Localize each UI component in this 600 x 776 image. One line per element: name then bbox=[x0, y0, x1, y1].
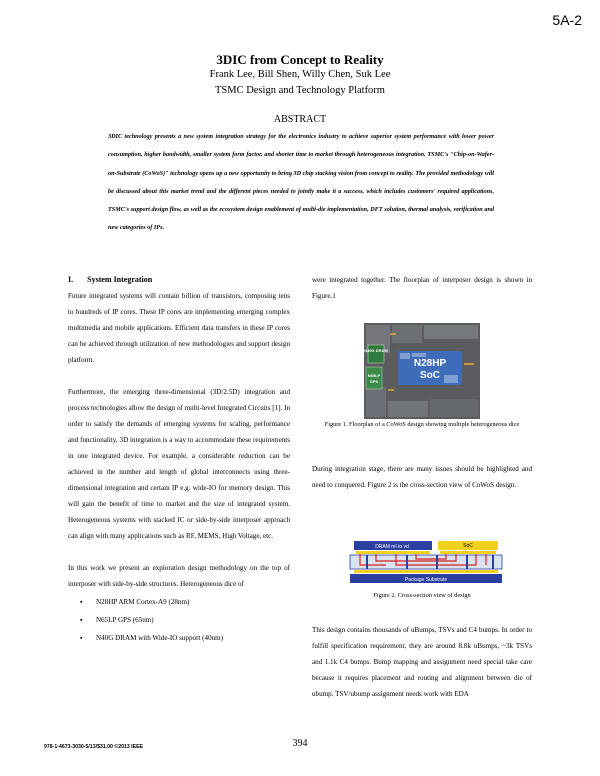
figure-2-substrate-label: Package Substrate bbox=[404, 577, 448, 583]
figure-2-caption: Figure 2. Cross-section view of design bbox=[373, 592, 471, 599]
section-heading bbox=[68, 272, 290, 288]
list-item: ▪ N28HP ARM Cortex-A9 (28nm) bbox=[68, 594, 290, 610]
left-column bbox=[68, 272, 290, 646]
figure-1-dram-label: N40G DRAM bbox=[364, 348, 388, 353]
figure-1-floorplan bbox=[364, 323, 480, 419]
figure-1-gps-label-2: GPS bbox=[369, 379, 379, 384]
paragraph-3d-integration: Furthermore, the emerging three-dimensional (3D/2.5D) integration and process technologies allow the design of multi-level Integrated Circuits [1]. In order to satisfy the demands of emerging systems for scaling, performance and functionality, 3D integration is a way to accommodate these requirements in one integrated device. For example, a considerable reduction can be achieved in the number and length of global interconnects using three-dimensional integration and certain IP e.g. wide-IO for memory design. This will gain the benefit of time to market and the size of integrated system. Heterogeneous systems with stacked IC or side-by-side interposer approach can align with many applications such as RF, MEMS, High Voltage, etc. bbox=[68, 387, 291, 541]
copyright-notice: 978-1-4673-3030-5/13/$31.00 ©2013 IEEE bbox=[44, 744, 144, 750]
abstract-heading: ABSTRACT bbox=[273, 114, 327, 125]
die-list bbox=[68, 594, 290, 646]
paper-affiliation: TSMC Design and Technology Platform bbox=[215, 85, 385, 96]
paragraph-floorplan-intro: were integrated together. The floorplan of interposer design is shown in Figure.1 bbox=[312, 276, 532, 301]
paragraph-bump-assignment: This design contains thousands of uBumps, TSVs and C4 bumps. In order to fulfill specification requirement, they are around 8.8k uBumps, ~3k TSVs and 1.1k C4 bumps. Bump mapping and assignment need special take care because it requires placement and routing and alignment between die of ubump. TSV/ubump assignment needs work with EDA bbox=[312, 626, 532, 699]
figure-2-soc-label: SoC bbox=[463, 543, 473, 549]
paragraph-intro: Future integrated systems will contain billion of transistors, composing tens to hundreds of IP cores. These IP cores are implementing emerging complex multimedia and mobile applications. Efficient data transfers in these IP cores can be achieved through utilization of new methodologies and support design platform. bbox=[68, 292, 290, 365]
figure-1-caption: Figure 1. Floorplan of a CoWoS design showing multiple heterogeneous dice bbox=[324, 421, 520, 428]
section-number: I. bbox=[68, 275, 74, 284]
list-item: ▪ N40G DRAM with Wide-IO support (40nm) bbox=[68, 630, 290, 646]
paragraph-integration-issues: During integration stage, there are many issues should be highlighted and need to conquered. Figure 2 is the cross-section view of CoWoS design. bbox=[312, 465, 532, 490]
page-number: 394 bbox=[292, 738, 308, 749]
figure-2-dram-label: DRAM ml to vd bbox=[375, 544, 409, 550]
figure-2-cross-section bbox=[346, 535, 506, 585]
paper-authors: Frank Lee, Bill Shen, Willy Chen, Suk Lee bbox=[209, 69, 391, 80]
figure-1-soc-label-1: N28HP bbox=[413, 358, 447, 369]
section-title: System Integration bbox=[87, 275, 153, 284]
list-item: ▪ N65LP GPS (65nm) bbox=[68, 612, 290, 628]
paragraph-methodology: In this work we present an exploration design methodology on the top of interposer with side-by-side structures. Heterogeneous dice of bbox=[68, 563, 290, 588]
session-code: 5A-2 bbox=[552, 12, 582, 28]
figure-1-soc-label-2: SoC bbox=[420, 370, 440, 381]
figure-1-gps-label-1: N65LP bbox=[367, 373, 381, 378]
abstract-text: 3DIC technology presents a new system integration strategy for the electronics industry to achieve superior system performance with lower power consumption, higher bandwidth, smaller system form factor, and shorter time to market through heterogeneous integration. TSMC's "Chip-on-Wafer-on-Substrate (CoWoS)" technology opens up a new opportunity to bring 3D chip stacking vision from concept to reality. The provided methodology will be discussed about this market trend and the different pieces needed to jointly make it a success, which includes customers' required applications, TSMC's support design flow, as well as the ecosystem design enablement of multi-die implementation, DFT solution, thermal analysis, verification and new categories of IPs. bbox=[108, 133, 494, 232]
paper-title: 3DIC from Concept to Reality bbox=[216, 52, 384, 67]
